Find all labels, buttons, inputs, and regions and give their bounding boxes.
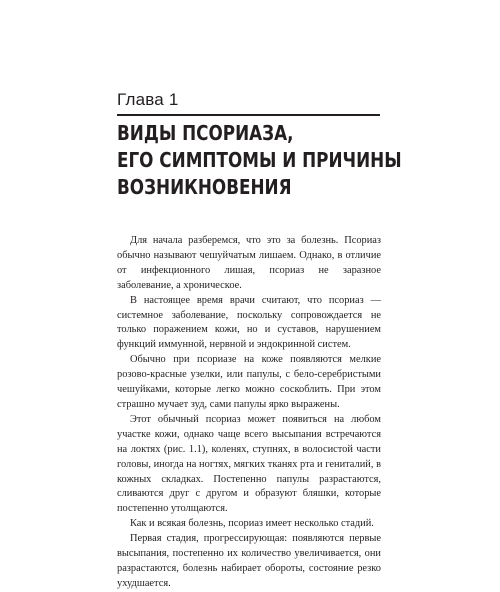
body-paragraph: Для начала разберемся, что это за болезнь. Псориаз обычно называют чешуйчатым лишаем. Однако, в отличие от инфекционного лишая, псориаз не заразное заболевание, а хроническое. [117,235,381,291]
chapter-label: Глава 1 [117,90,179,109]
chapter-title-line: ВИДЫ ПСОРИАЗА, [117,121,294,145]
chapter-divider [117,114,380,116]
body-paragraph: Первая стадия, прогрессирующая: появляются первые высыпания, постепенно их количество увеличивается, они разрастаются, болезнь набирает обороты, состояние резко ухудшается. [117,533,381,589]
body-paragraph: Как и всякая болезнь, псориаз имеет несколько стадий. [130,518,374,530]
body-paragraph: Обычно при псориазе на коже появляются мелкие розово-красные узелки, или папулы, с бело-серебристыми чешуйками, которые легко можно соскоблить. При этом страшно мучает зуд, сами папулы ярко выражены. [117,354,381,410]
body-paragraph: Этот обычный псориаз может появиться на любом участке кожи, однако чаще всего высыпания встречаются на локтях (рис. 1.1), коленях, ступнях, в волосистой части головы, иногда на ногтях, мягких тканях рта и гениталий, в кожных складках. Постепенно папулы разрастаются, сливаются друг с другом и образуют бляшки, которые постепенно утолщаются. [117,413,381,515]
chapter-title [117,120,402,201]
chapter-title-line: ВОЗНИКНОВЕНИЯ [117,175,292,199]
chapter-body [117,234,381,592]
body-paragraph: В настоящее время врачи считают, что псориаз — системное заболевание, поскольку сопровождается не только поражением кожи, но и суставов, нарушением функций иммунной, нервной и эндокринной систем. [117,294,381,351]
chapter-title-line: ЕГО СИМПТОМЫ И ПРИЧИНЫ [117,148,402,172]
